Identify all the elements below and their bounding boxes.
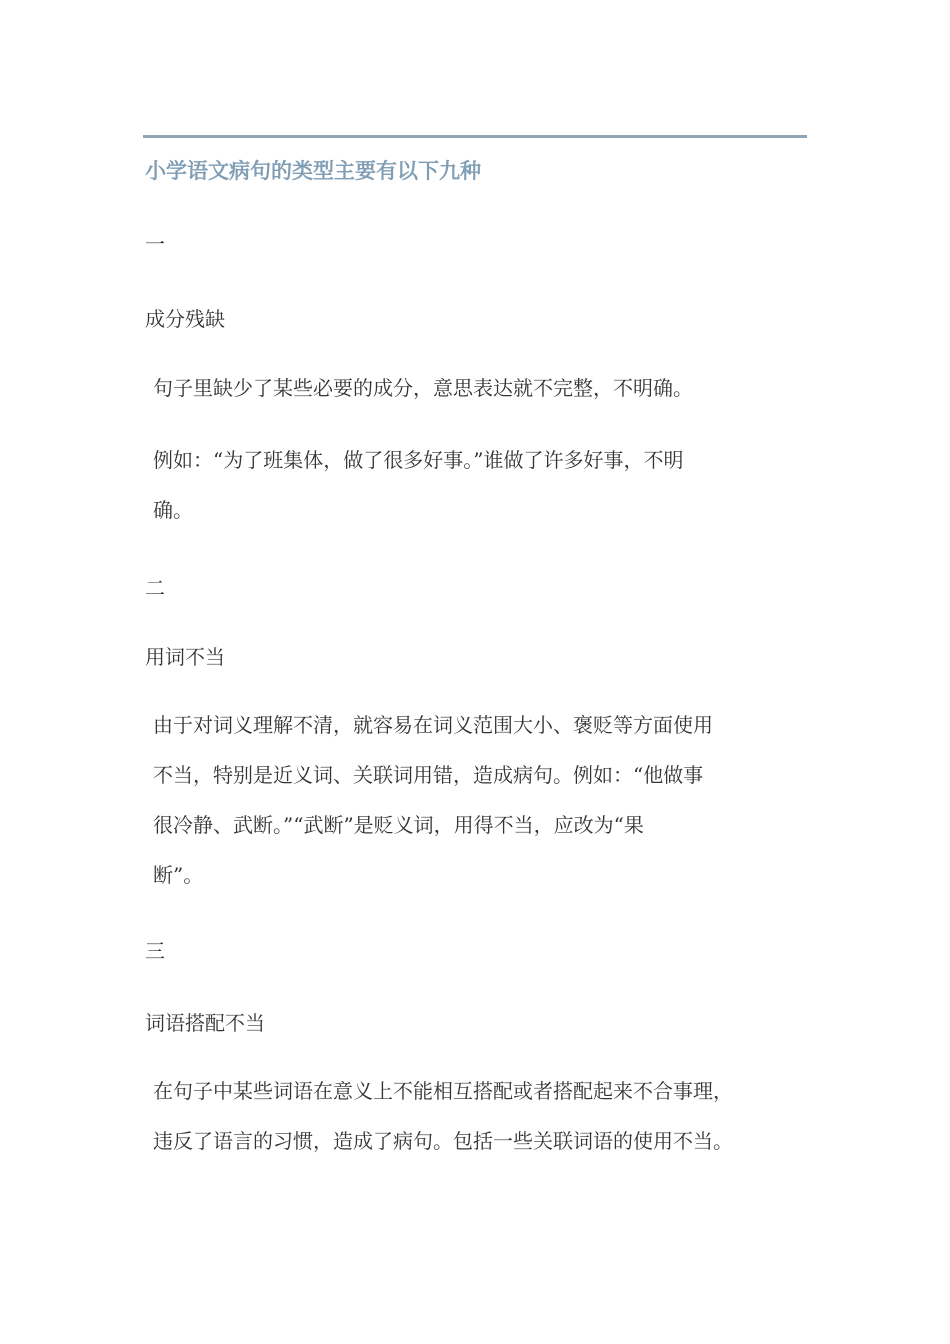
section-paragraph [153,700,803,900]
paragraph-line: 在句子中某些词语在意义上不能相互搭配或者搭配起来不合事理， [153,1079,733,1103]
paragraph-line: 违反了语言的习惯，造成了病句。包括一些关联词语的使用不当。 [153,1129,733,1153]
document-title: 小学语文病句的类型主要有以下九种 [145,158,481,183]
paragraph-line: 句子里缺少了某些必要的成分，意思表达就不完整，不明确。 [153,376,693,400]
section-heading: 用词不当 [145,645,225,669]
header-rule [143,135,807,138]
section-paragraph [153,363,803,413]
paragraph-line: 由于对词义理解不清，就容易在词义范围大小、褒贬等方面使用 [153,713,713,737]
paragraph-line: 例如：“为了班集体，做了很多好事。”谁做了许多好事，不明 [153,448,684,472]
section-heading: 成分残缺 [145,307,225,331]
paragraph-line: 确。 [153,498,193,522]
paragraph-line: 很冷静、武断。”“武断”是贬义词，用得不当，应改为“果 [153,813,644,837]
paragraph-line: 断”。 [153,863,204,887]
section-numeral: 三 [145,939,165,963]
section-paragraph [153,435,803,535]
paragraph-line: 不当，特别是近义词、关联词用错，造成病句。例如：“他做事 [153,763,704,787]
section-numeral: 二 [145,576,165,600]
section-numeral: 一 [145,232,165,256]
section-paragraph [153,1066,803,1166]
section-heading: 词语搭配不当 [145,1011,265,1035]
